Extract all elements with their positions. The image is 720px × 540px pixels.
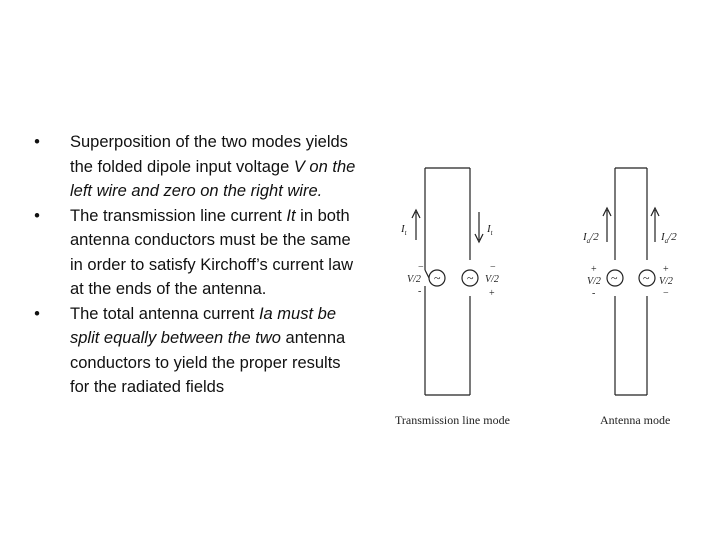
bullet-text: The total antenna current Ia must be split equally between the two antenna conductors to yield the proper results for the radiated fields [70,304,346,396]
bullet-item [30,302,360,400]
folded-dipole-figure [385,160,705,440]
bullet-text: Superposition of the two modes yields the folded dipole input voltage V on the left wire and zero on the right wire. [70,133,356,200]
right-current-label: $I_t$ [487,223,493,237]
voltage-label: V/2 [587,276,601,287]
polarity-mark: + [591,264,597,275]
source-tilde: ~ [467,271,474,285]
polarity-mark: − [418,262,424,273]
bullet-dot: • [34,133,40,151]
voltage-label: V/2 [485,274,499,285]
voltage-label: V/2 [659,276,673,287]
polarity-mark: − [663,288,669,299]
right-current-label: $I_a/2$ [661,231,677,245]
voltage-label: V/2 [407,274,421,285]
circuit-diagram [385,160,705,440]
polarity-mark: - [592,288,596,299]
left-current-label: $I_t$ [401,223,407,237]
polarity-mark: + [663,264,669,275]
bullet-item [30,204,360,302]
bullet-dot: • [34,206,40,225]
polarity-mark: − [490,262,496,273]
bullet-list [30,130,360,400]
bullet-dot: • [34,304,40,323]
transmission-line-mode-caption: Transmission line mode [395,413,510,427]
bullet-item [30,130,360,204]
source-tilde: ~ [611,271,618,285]
polarity-mark: + [489,288,495,299]
source-tilde: ~ [434,271,441,285]
bullet-text: The transmission line current It in both antenna conductors must be the same in order to satisfy Kirchoff’s current law at the ends of the antenna. [70,206,354,298]
antenna-mode-caption: Antenna mode [600,413,671,427]
source-tilde: ~ [643,271,650,285]
polarity-mark: - [418,286,422,297]
left-current-label: $I_a/2$ [583,231,599,245]
